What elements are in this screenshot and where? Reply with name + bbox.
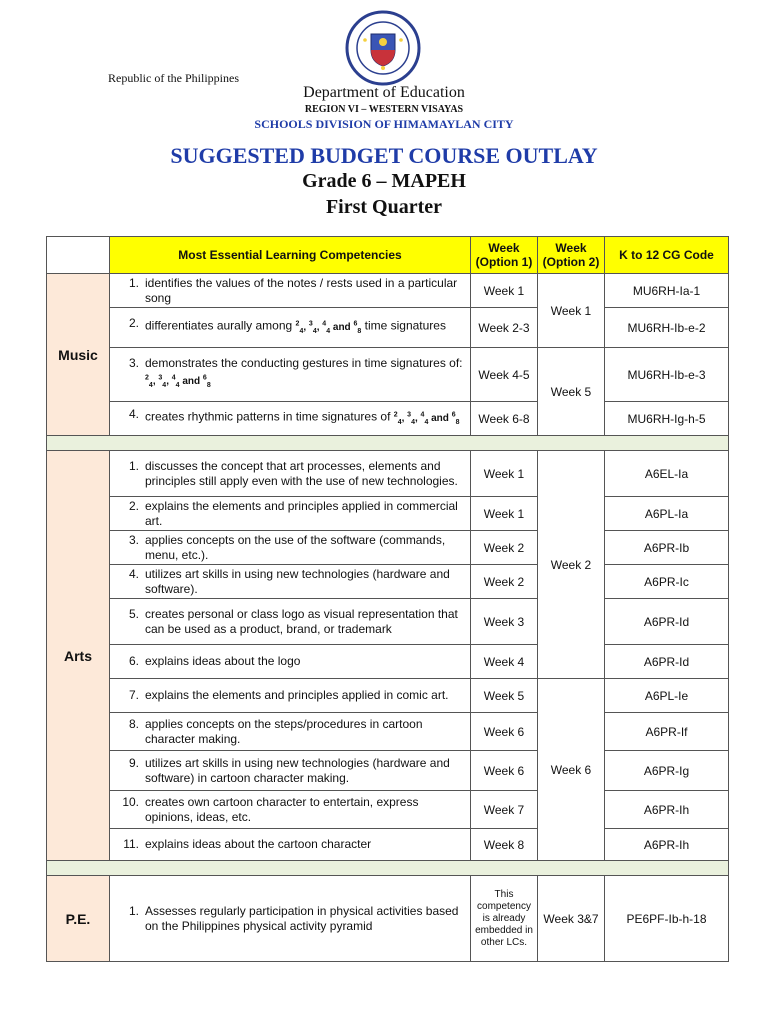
competency-cell — [110, 876, 471, 962]
quarter-label: First Quarter — [325, 196, 443, 218]
week-option1: Week 4-5 — [471, 348, 538, 402]
region-name: REGION VI – WESTERN VISAYAS — [304, 104, 464, 115]
table-row — [47, 713, 729, 751]
grade-subject: Grade 6 – MAPEH — [302, 170, 466, 192]
competency-text: explains ideas about the cartoon character — [145, 837, 372, 851]
subject-pe: P.E. — [47, 876, 110, 962]
competency-cell — [110, 308, 471, 348]
competency-cell — [110, 274, 471, 308]
competency-text: utilizes art skills in using new technologies (hardware and software). — [145, 566, 450, 596]
table-row — [47, 565, 729, 599]
separator-row — [47, 436, 729, 451]
week-option1: This competency is already embedded in other LCs. — [471, 876, 538, 962]
cg-code: A6PR-Id — [605, 645, 729, 679]
week-option1: Week 1 — [471, 274, 538, 308]
competency-cell — [110, 791, 471, 829]
week-option2: Week 5 — [538, 348, 605, 436]
competency-text: explains the elements and principles applied in commercial art. — [145, 498, 458, 528]
header-week-option1: Week (Option 1) — [471, 237, 538, 274]
table-row — [47, 645, 729, 679]
week-option1: Week 1 — [471, 451, 538, 497]
item-number: 7. — [128, 688, 139, 702]
separator — [47, 861, 729, 876]
header-competencies: Most Essential Learning Competencies — [110, 237, 471, 274]
cg-code: A6PR-Ih — [605, 791, 729, 829]
competency-text: applies concepts on the use of the software (commands, menu, etc.). — [145, 532, 446, 562]
separator-row — [47, 861, 729, 876]
competency-text-cont: time signatures — [364, 318, 446, 333]
cg-code: A6PL-Ia — [605, 497, 729, 531]
table-row — [47, 829, 729, 861]
competency-cell — [110, 348, 471, 402]
department-name: Department of Education — [303, 84, 465, 101]
item-number: 2. — [128, 316, 139, 331]
subject-music: Music — [47, 274, 110, 436]
table-row — [47, 876, 729, 962]
competency-text: identifies the values of the notes / rests used in a particular song — [145, 275, 458, 305]
week-option1: Week 2 — [471, 565, 538, 599]
header-cg-code: K to 12 CG Code — [605, 237, 729, 274]
cg-code: A6PR-Ih — [605, 829, 729, 861]
competency-cell — [110, 645, 471, 679]
header-blank — [47, 237, 110, 274]
item-number: 1. — [128, 903, 139, 918]
competency-text: creates personal or class logo as visual representation that can be used as a product, brand, or trademark — [145, 606, 458, 636]
table-row — [47, 451, 729, 497]
week-option2: Week 1 — [538, 274, 605, 348]
item-number: 10. — [122, 794, 139, 809]
week-option1: Week 5 — [471, 679, 538, 713]
competency-text: explains ideas about the logo — [145, 654, 301, 668]
budget-outlay-table — [46, 236, 729, 962]
document-title: SUGGESTED BUDGET COURSE OUTLAY — [170, 143, 598, 168]
cg-code: MU6RH-Ib-e-2 — [605, 308, 729, 348]
competency-text: utilizes art skills in using new technologies (hardware and software) in cartoon character making. — [145, 755, 450, 785]
item-number: 1. — [128, 458, 139, 473]
cg-code: A6PL-Ie — [605, 679, 729, 713]
week-option1: Week 2-3 — [471, 308, 538, 348]
competency-cell — [110, 751, 471, 791]
week-option2: Week 6 — [538, 679, 605, 861]
table-row — [47, 308, 729, 348]
week-option1: Week 6-8 — [471, 402, 538, 436]
cg-code: A6PR-If — [605, 713, 729, 751]
week-option1: Week 6 — [471, 713, 538, 751]
competency-text: explains the elements and principles applied in comic art. — [145, 688, 449, 702]
competency-cell — [110, 829, 471, 861]
competency-cell — [110, 451, 471, 497]
competency-cell — [110, 679, 471, 713]
cg-code: MU6RH-Ig-h-5 — [605, 402, 729, 436]
week-option1: Week 2 — [471, 531, 538, 565]
cg-code: PE6PF-Ib-h-18 — [605, 876, 729, 962]
item-number: 4. — [128, 566, 139, 581]
cg-code: MU6RH-Ia-1 — [605, 274, 729, 308]
item-number: 1. — [128, 275, 139, 290]
week-option1: Week 3 — [471, 599, 538, 645]
cg-code: A6PR-Ig — [605, 751, 729, 791]
time-signatures: $^2_4$, $^3_4$, $^4_4$ and $^6_8$ — [295, 320, 362, 335]
week-option2: Week 2 — [538, 451, 605, 679]
competency-text: Assesses regularly participation in physical activities based on the Philippines physical activity pyramid — [145, 903, 459, 933]
table-row — [47, 348, 729, 402]
time-signatures: $^2_4$, $^3_4$, $^4_4$ and $^6_8$ — [393, 411, 460, 426]
republic-label: Republic of the Philippines — [108, 71, 239, 85]
item-number: 3. — [128, 532, 139, 547]
competency-cell — [110, 497, 471, 531]
cg-code: A6PR-Ib — [605, 531, 729, 565]
competency-text: applies concepts on the steps/procedures in cartoon character making. — [145, 716, 423, 746]
division-name: SCHOOLS DIVISION OF HIMAMAYLAN CITY — [254, 117, 514, 131]
table-row — [47, 531, 729, 565]
table-row — [47, 402, 729, 436]
table-row — [47, 751, 729, 791]
item-number: 6. — [128, 654, 139, 668]
table-row — [47, 679, 729, 713]
competency-text: demonstrates the conducting gestures in time signatures of: — [145, 355, 463, 370]
subject-arts: Arts — [47, 451, 110, 861]
table-header-row — [47, 237, 729, 274]
cg-code: A6PR-Ic — [605, 565, 729, 599]
item-number: 3. — [128, 355, 139, 370]
item-number: 2. — [128, 498, 139, 513]
item-number: 5. — [128, 606, 139, 621]
week-option1: Week 1 — [471, 497, 538, 531]
header-week-option2: Week (Option 2) — [538, 237, 605, 274]
week-option2: Week 3&7 — [538, 876, 605, 962]
table-row — [47, 791, 729, 829]
time-signatures: $^2_4$, $^3_4$, $^4_4$ and $^6_8$ — [145, 374, 211, 390]
competency-cell — [110, 599, 471, 645]
week-option1: Week 8 — [471, 829, 538, 861]
competency-text: creates own cartoon character to entertain, express opinions, ideas, etc. — [145, 794, 419, 824]
competency-cell — [110, 531, 471, 565]
week-option1: Week 7 — [471, 791, 538, 829]
table-row — [47, 497, 729, 531]
cg-code: A6EL-Ia — [605, 451, 729, 497]
competency-text: discusses the concept that art processes, elements and principles still apply even with the use of new technologies. — [145, 458, 458, 488]
competency-cell — [110, 402, 471, 436]
table-row — [47, 274, 729, 308]
item-number: 4. — [128, 407, 139, 422]
item-number: 9. — [128, 755, 139, 770]
separator — [47, 436, 729, 451]
item-number: 8. — [128, 716, 139, 731]
deped-seal-logo — [345, 10, 421, 86]
competency-text: differentiates aurally among — [145, 318, 293, 333]
item-number: 11. — [123, 837, 139, 851]
week-option1: Week 6 — [471, 751, 538, 791]
competency-cell — [110, 713, 471, 751]
competency-cell — [110, 565, 471, 599]
table-row — [47, 599, 729, 645]
cg-code: A6PR-Id — [605, 599, 729, 645]
cg-code: MU6RH-Ib-e-3 — [605, 348, 729, 402]
competency-text: creates rhythmic patterns in time signatures of — [145, 409, 391, 424]
week-option1: Week 4 — [471, 645, 538, 679]
